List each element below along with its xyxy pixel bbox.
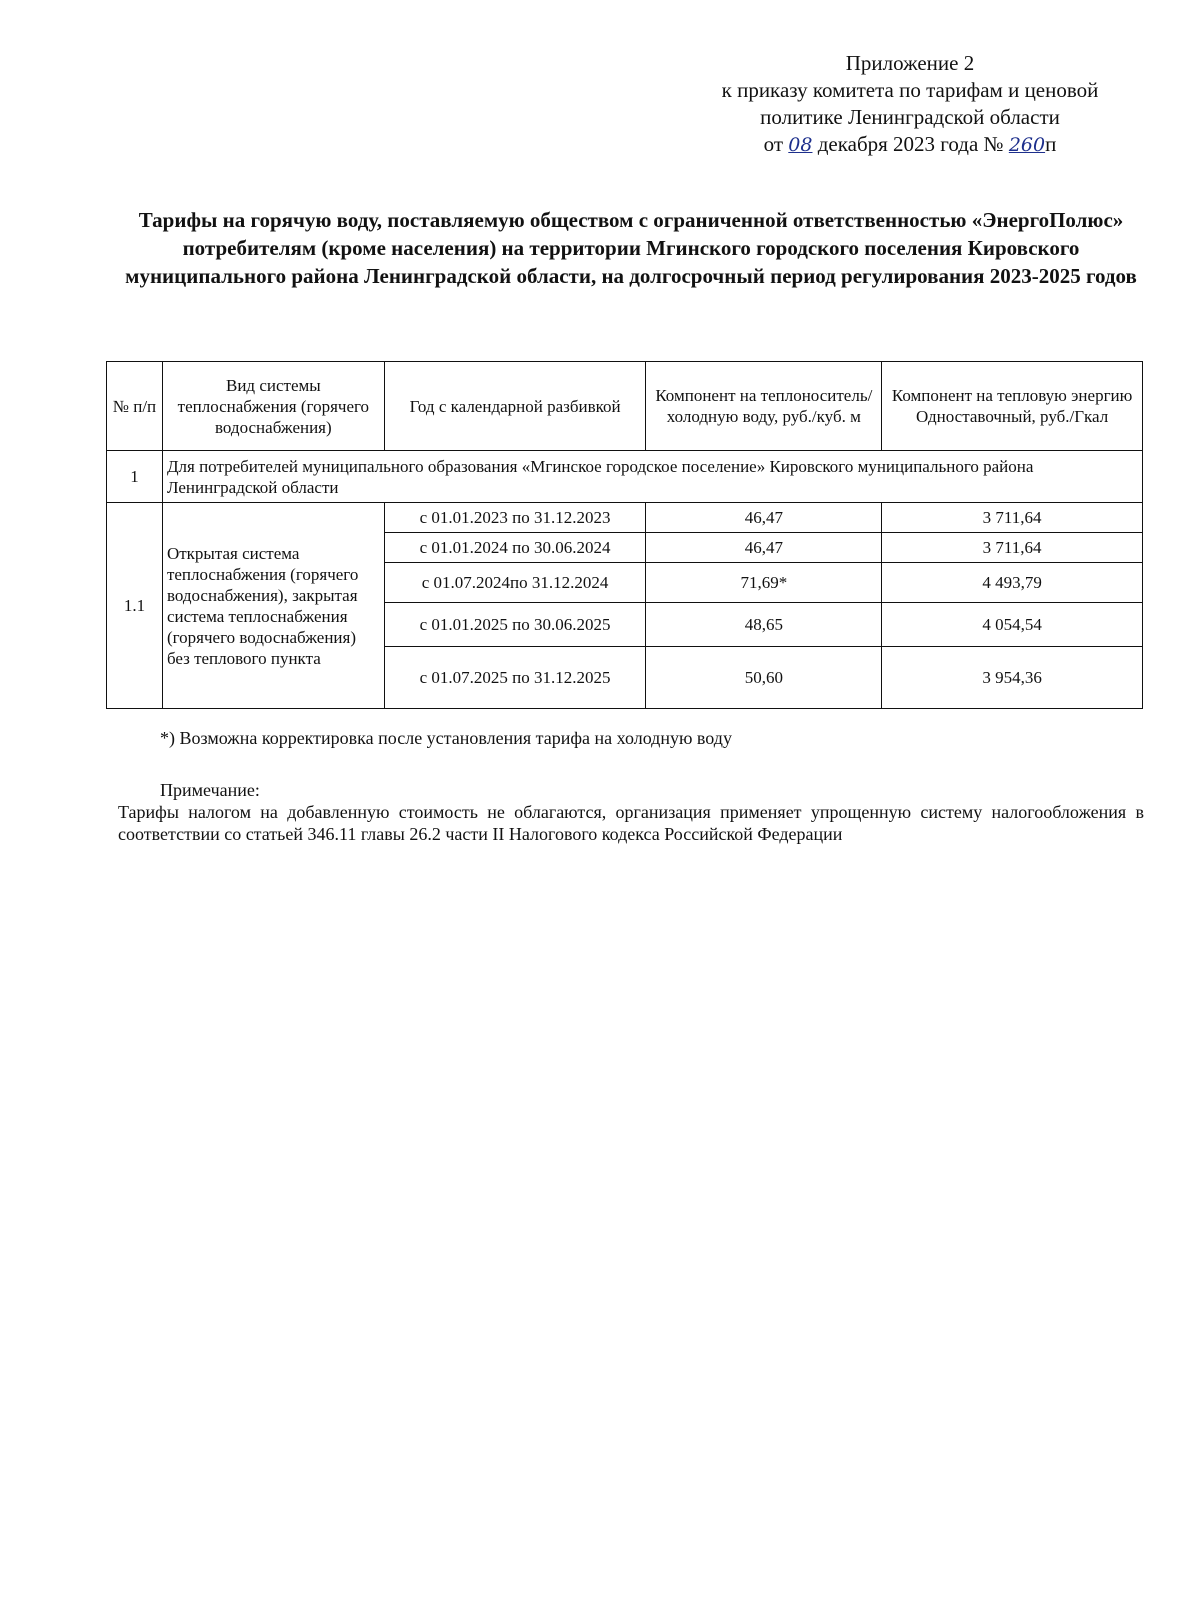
note-text: Тарифы налогом на добавленную стоимость не облагаются, организация применяет упрощенную систему налогообложения в соответствии со статьей 346.11 главы 26.2 части II Налогового кодекса Российской Федерации (118, 802, 1144, 844)
period-cell: с 01.07.2025 по 31.12.2025 (384, 647, 646, 709)
header-system: Вид системы теплоснабжения (горячего водоснабжения) (162, 362, 384, 451)
water-cell: 46,47 (646, 533, 882, 563)
period-cell: с 01.01.2025 по 30.06.2025 (384, 603, 646, 647)
footnote: *) Возможна корректировка после установления тарифа на холодную воду (160, 728, 732, 748)
header-num: № п/п (107, 362, 163, 451)
heat-cell: 3 954,36 (882, 647, 1143, 709)
heat-cell: 4 054,54 (882, 603, 1143, 647)
order-date-line (690, 131, 1130, 159)
group-num: 1.1 (107, 503, 163, 709)
handwritten-day: 08 (788, 134, 813, 156)
period-cell: с 01.07.2024по 31.12.2024 (384, 563, 646, 603)
header-heat-component: Компонент на тепловую энергию Одноставочный, руб./Гкал (882, 362, 1143, 451)
period-cell: с 01.01.2024 по 30.06.2024 (384, 533, 646, 563)
table-row (107, 503, 1143, 533)
section-row (107, 451, 1143, 503)
heat-cell: 3 711,64 (882, 503, 1143, 533)
handwritten-order-number: 260 (1008, 134, 1046, 156)
document-header (690, 50, 1130, 159)
date-prefix: от (763, 132, 784, 156)
period-cell: с 01.01.2023 по 31.12.2023 (384, 503, 646, 533)
committee-name-line: политике Ленинградской области (760, 105, 1060, 129)
heat-cell: 3 711,64 (882, 533, 1143, 563)
order-suffix: п (1045, 132, 1057, 156)
water-cell: 50,60 (646, 647, 882, 709)
section-text: Для потребителей муниципального образования «Мгинское городское поселение» Кировского муниципального района Ленинградской области (162, 451, 1142, 503)
group-system-type: Открытая система теплоснабжения (горячего водоснабжения), закрытая система теплоснабжения (горячего водоснабжения) без теплового пункта (162, 503, 384, 709)
order-reference-line: к приказу комитета по тарифам и ценовой (721, 78, 1099, 102)
document-title: Тарифы на горячую воду, поставляемую обществом с ограниченной ответственностью «ЭнергоПолюс» потребителям (кроме населения) на территории Мгинского городского поселения Кировского муниципального района Ленинградской области, на долгосрочный период регулирования 2023-2025 годов (125, 208, 1137, 288)
heat-cell: 4 493,79 (882, 563, 1143, 603)
header-period: Год с календарной разбивкой (384, 362, 646, 451)
appendix-label: Приложение 2 (845, 51, 975, 75)
tariff-table (106, 361, 1143, 709)
section-num: 1 (107, 451, 163, 503)
water-cell: 48,65 (646, 603, 882, 647)
table-header-row (107, 362, 1143, 451)
date-month-year: декабря 2023 года № (817, 132, 1004, 156)
water-cell: 46,47 (646, 503, 882, 533)
header-water-component: Компонент на теплоноситель/холодную воду, руб./куб. м (646, 362, 882, 451)
note-title: Примечание: (160, 780, 260, 800)
water-cell: 71,69* (646, 563, 882, 603)
